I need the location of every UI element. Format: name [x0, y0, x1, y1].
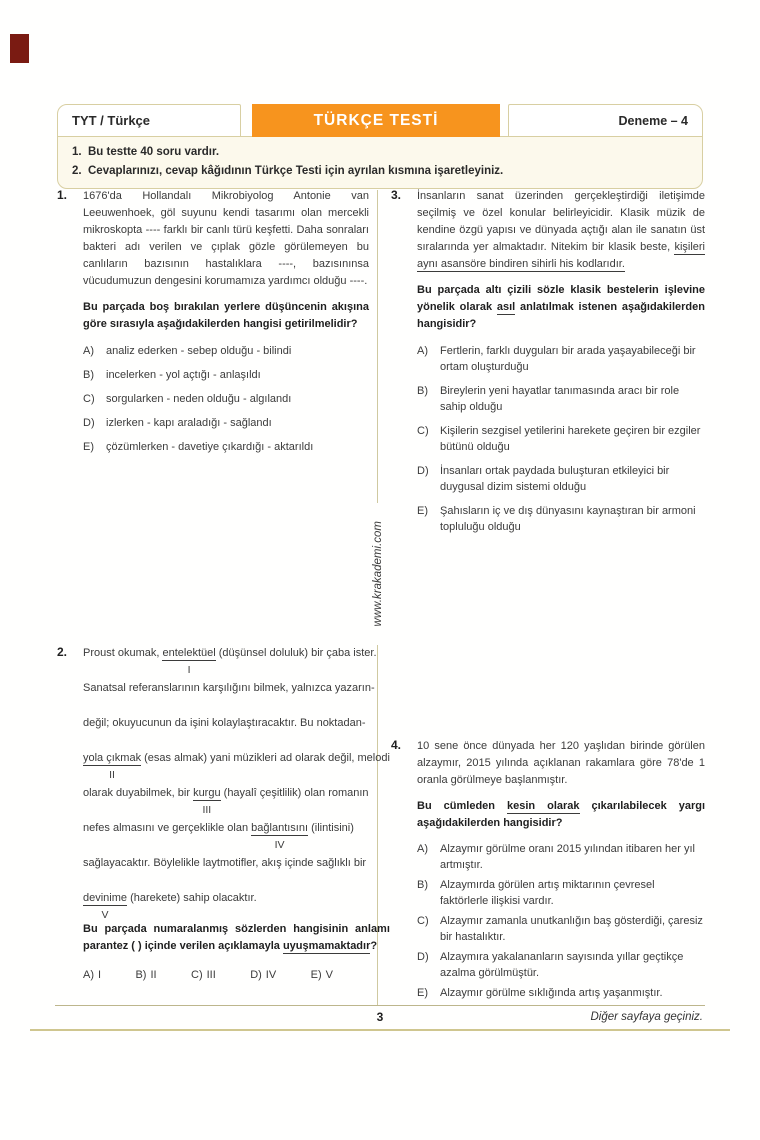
text-segment: Bu cümleden	[417, 800, 507, 812]
option-item	[417, 343, 705, 375]
option-text: analiz ederken - sebep olduğu - bilindi	[106, 345, 292, 357]
text-segment: sağlayacaktır. Böylelikle laytmotifler, akış içinde sağlıklı bir	[83, 857, 367, 869]
option-item	[83, 391, 369, 407]
option-item	[417, 463, 705, 495]
option-text: incelerken - yol açtığı - anlaşıldı	[106, 369, 261, 381]
question-4	[391, 738, 705, 1007]
test-title-box	[252, 104, 500, 137]
red-corner-mark	[10, 34, 29, 63]
text-segment: Proust okumak,	[83, 647, 163, 659]
underlined-phrase: kişileri aynı asansöre bindiren sihirli his kodlarıdır.	[417, 241, 705, 270]
option-text: Alzaymır görülme oranı 2015 yılından itibaren her yıl artmıştır.	[440, 843, 695, 871]
option-label: B)	[83, 369, 94, 381]
header-title-row	[57, 104, 703, 137]
text-segment: Bu parçada altı çizili sözle klasik bestelerin işlevine yönelik olarak	[417, 284, 705, 313]
question-content	[83, 188, 369, 463]
text-segment: olarak duyabilmek, bir	[83, 787, 194, 799]
option-item	[417, 950, 705, 981]
instruction-line	[72, 162, 688, 181]
option-text: Bireylerin yeni hayatlar tanımasında aracı bir role sahip olduğu	[440, 385, 680, 413]
question-line	[83, 890, 390, 921]
option-label: C)	[417, 915, 429, 927]
underlined-phrase: kesin olarak	[506, 800, 580, 812]
options-list	[83, 967, 333, 983]
next-page-note: Diğer sayfaya geçiniz.	[590, 1011, 703, 1023]
footer-rule	[55, 1005, 705, 1006]
instructions-box	[57, 136, 703, 189]
instruction-text: Cevaplarınızı, cevap kâğıdının Türkçe Testi için ayrılan kısmına işaretleyiniz.	[88, 164, 504, 177]
course-label: TYT / Türkçe	[72, 113, 151, 128]
text-segment: Bu parçada boş bırakılan yerlere düşüncenin akışına göre sırasıyla aşağıdakilerden hangisi getirilmelidir?	[83, 301, 369, 330]
text-segment: Sanatsal referanslarının karşılığını bilmek, yalnızca yazarın-	[83, 682, 375, 694]
question-text	[83, 645, 390, 921]
option-label: E)	[417, 505, 428, 517]
option-label: E)	[83, 441, 94, 453]
underlined-phrase: devinime V	[83, 892, 127, 906]
option-item	[417, 878, 705, 909]
question-text	[83, 188, 369, 290]
question-line	[83, 855, 390, 872]
question-number: 2.	[57, 645, 68, 659]
option-label: A)	[417, 843, 428, 855]
option-item	[417, 842, 705, 873]
text-segment: (esas almak) yani müzikleri ad olarak değil, melodi	[141, 752, 390, 764]
option-item	[311, 967, 333, 983]
instruction-line	[72, 143, 688, 162]
option-label: D)	[83, 417, 95, 429]
question-number: 1.	[57, 188, 68, 202]
numeral-label: I	[187, 664, 191, 676]
underlined-phrase: kurgu III	[193, 787, 221, 801]
option-item	[417, 423, 705, 455]
underlined-phrase: yola çıkmak II	[83, 752, 141, 766]
option-label: D)	[250, 969, 262, 981]
option-text: IV	[265, 969, 277, 981]
option-text: Alzaymırda görülen artış miktarının çevresel faktörlerle ilişkisi vardır.	[440, 879, 655, 907]
option-label: B)	[135, 969, 147, 981]
instruction-number: 1.	[72, 146, 82, 158]
watermark-text: www.krakademi.com	[371, 521, 384, 627]
option-item	[83, 367, 369, 383]
option-text: Kişilerin sezgisel yetilerini harekete geçiren bir ezgiler bütünü olduğu	[440, 425, 701, 453]
option-text: V	[325, 969, 333, 981]
question-stem	[83, 921, 390, 955]
underlined-phrase: entelektüel I	[162, 647, 215, 661]
option-label: C)	[417, 425, 429, 437]
question-line	[83, 785, 390, 816]
instruction-text: Bu testte 40 soru vardır.	[88, 146, 220, 158]
option-item	[417, 986, 705, 1002]
option-text: Alzaymır zamanla unutkanlığın baş gösterdiği, çaresiz bir hastalıktır.	[440, 915, 703, 943]
exam-label-box	[508, 104, 703, 137]
text-segment: Bu parçada numaralanmış sözlerden hangisinin anlamı parantez ( ) içinde verilen açıklamayla	[83, 923, 390, 952]
question-3	[391, 188, 705, 543]
option-item	[250, 967, 276, 983]
option-item	[83, 439, 369, 455]
option-text: III	[206, 969, 216, 981]
question-line	[83, 715, 390, 732]
option-label: B)	[417, 385, 428, 397]
option-item	[417, 383, 705, 415]
option-text: Şahısların iç ve dış dünyasını kaynaştıran bir armoni topluluğu olduğu	[440, 505, 696, 533]
option-item	[83, 415, 369, 431]
question-number: 3.	[391, 188, 402, 202]
option-label: C)	[191, 969, 203, 981]
text-segment: değil; okuyucunun da işini kolaylaştıracaktır. Bu noktadan-	[83, 717, 366, 729]
question-content	[83, 645, 390, 983]
option-text: Alzaymıra yakalananların sayısında yıllar geçtikçe azalma görülmüştür.	[440, 951, 684, 979]
test-title: TÜRKÇE TESTİ	[313, 111, 439, 129]
footer-rule-bottom	[30, 1029, 730, 1031]
numeral-label: IV	[274, 839, 285, 851]
option-item	[191, 967, 216, 983]
option-label: D)	[417, 951, 429, 963]
option-label: A)	[417, 345, 428, 357]
option-text: İnsanları ortak paydada buluşturan etkileyici bir duygusal dizim sistemi olduğu	[440, 465, 670, 493]
underlined-phrase: bağlantısını IV	[251, 822, 308, 836]
option-text: Fertlerin, farklı duyguları bir arada yaşayabileceği bir ortam oluşturduğu	[440, 345, 696, 373]
numeral-label: V	[101, 909, 109, 921]
option-label: C)	[83, 393, 95, 405]
options-list	[417, 842, 705, 1002]
page-number: 3	[376, 1010, 384, 1024]
question-text	[417, 188, 705, 273]
question-stem	[417, 798, 705, 832]
question-line	[83, 820, 390, 851]
text-segment: anlatılmak istenen aşağıdakilerden hangisidir?	[417, 301, 705, 330]
question-line	[83, 750, 390, 781]
instruction-number: 2.	[72, 164, 82, 177]
question-text	[417, 738, 705, 789]
question-content	[417, 738, 705, 1007]
option-label: D)	[417, 465, 429, 477]
text-segment: İnsanların sanat üzerinden gerçekleştirdiği iletişimde seçilmiş ve özel konular belirleyicidir. Klasik müzik de kendine özgü yapısı ve dünyada açtığı alan ile sanatın üst sıralarında yer almaktadır. Nitekim bir klasik beste,	[417, 190, 705, 253]
watermark	[365, 503, 390, 645]
option-text: sorgularken - neden olduğu - algılandı	[106, 393, 292, 405]
question-line	[83, 680, 390, 697]
text-segment: (hayalî çeşitlilik) olan romanın	[220, 787, 369, 799]
question-number: 4.	[391, 738, 402, 752]
option-text: I	[98, 969, 102, 981]
text-segment: (ilintisini)	[308, 822, 354, 834]
numeral-label: II	[109, 769, 115, 781]
option-item	[83, 343, 369, 359]
options-list	[417, 343, 705, 535]
question-line	[83, 645, 390, 676]
text-segment: ?	[370, 940, 378, 952]
text-segment: 1676'da Hollandalı Mikrobiyolog Antonie van Leeuwenhoek, göl suyunu kendi tasarımı olan mercekli mikroskopta ---- farklı bir canlı türü keşfetti. Daha sonraları bakteri adı verilen ve çıplak gözle görülemeyen bu canlıların bazısının hastalıklara ----, bazısınınsa vücudumuzun dengesini korumamıza yardımcı olduğu ----.	[83, 190, 369, 287]
question-content	[417, 188, 705, 543]
text-segment: 10 sene önce dünyada her 120 yaşlıdan birinde görülen alzaymır, 2015 yılında açıklanan rakamlara göre 78'de 1 oranla görülmeye başlanmıştır.	[417, 740, 705, 786]
option-text: çözümlerken - davetiye çıkardığı - aktarıldı	[106, 441, 314, 453]
question-1	[57, 188, 369, 463]
page-header	[57, 104, 703, 189]
option-text: Alzaymır görülme sıklığında artış yaşanmıştır.	[440, 987, 663, 999]
option-text: izlerken - kapı araladığı - sağlandı	[106, 417, 272, 429]
options-list	[83, 343, 369, 455]
underlined-phrase: asıl	[496, 301, 516, 313]
option-label: E)	[310, 969, 322, 981]
option-label: B)	[417, 879, 428, 891]
question-2	[57, 645, 390, 983]
option-label: E)	[417, 987, 428, 999]
option-label: A)	[83, 969, 94, 981]
text-segment: (düşünsel doluluk) bir çaba ister.	[215, 647, 377, 659]
option-item	[417, 503, 705, 535]
text-segment: (harekete) sahip olacaktır.	[127, 892, 257, 904]
numeral-label: III	[202, 804, 212, 816]
exam-label: Deneme – 4	[618, 113, 688, 128]
option-item	[417, 914, 705, 945]
text-segment: çıkarılabilecek yargı aşağıdakilerden hangisidir?	[417, 800, 705, 829]
option-text: II	[150, 969, 157, 981]
underlined-phrase: uyuşmamaktadır	[282, 940, 371, 952]
option-item	[135, 967, 156, 983]
question-stem	[83, 299, 369, 333]
option-item	[83, 967, 101, 983]
course-label-box	[57, 104, 241, 137]
text-segment: nefes almasını ve gerçeklikle olan	[83, 822, 252, 834]
question-stem	[417, 282, 705, 333]
option-label: A)	[83, 345, 94, 357]
